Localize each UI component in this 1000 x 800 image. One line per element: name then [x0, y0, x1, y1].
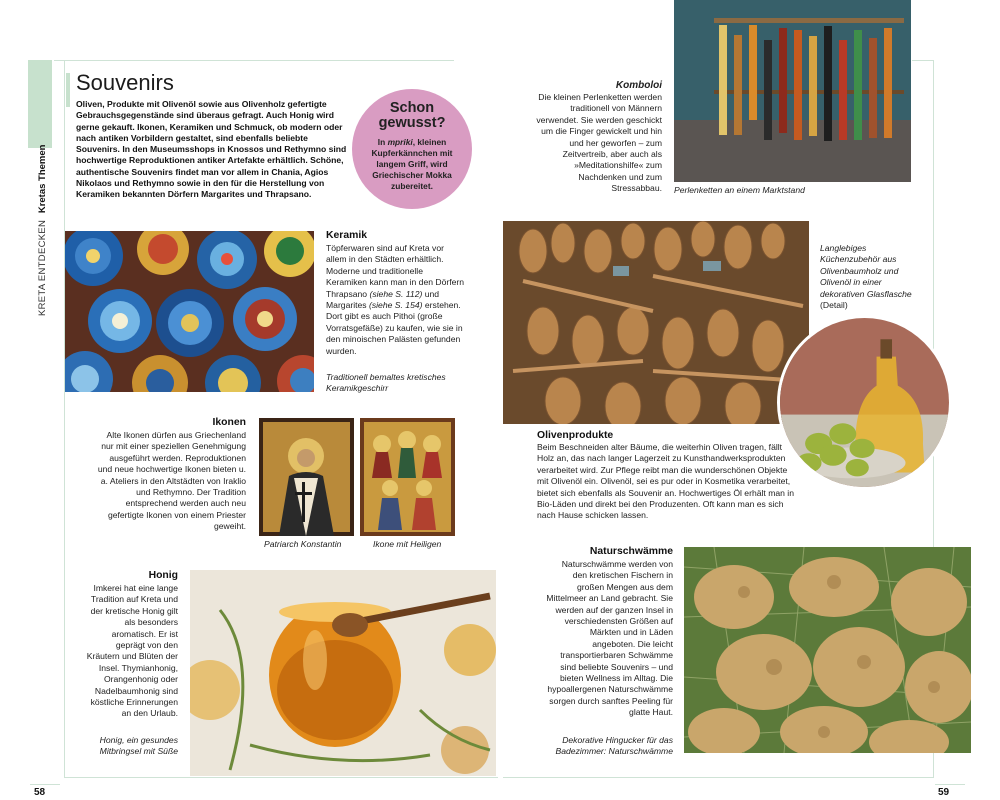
- oliven-heading: Olivenprodukte: [537, 430, 614, 441]
- honig-heading: Honig: [148, 570, 178, 581]
- side-section-label: KRETA ENTDECKEN: [37, 219, 48, 316]
- icon-caption-2: Ikone mit Heiligen: [373, 539, 442, 549]
- bubble-text-a: In: [377, 137, 388, 147]
- ceramics-image: [65, 231, 314, 392]
- natural-sponges-photo: [684, 547, 971, 753]
- schwaemme-caption: Dekorative Hingucker für das Badezimmer: Naturschwämme: [555, 735, 673, 757]
- right-footer-rule: [935, 784, 965, 785]
- page-number-left: 58: [34, 787, 46, 798]
- honig-caption: Honig, ein gesundes Mitbringsel mit Süße: [99, 735, 178, 757]
- keramik-text: [326, 243, 466, 357]
- keramik-text-1: Töpferwaren sind auf Kreta vor allem in den Städten erhältlich. Moderne und traditionelle Keramiken kann man in den Dörfern Thrapsano: [326, 243, 465, 299]
- wood-caption-text: Langlebiges Küchenzubehör aus Olivenbaumholz und Olivenöl in einer dekorativen Glasflasche: [820, 243, 912, 299]
- left-frame-top: [54, 60, 454, 61]
- schwaemme-text: Naturschwämme werden von den kretischen Fischern in großen Mengen aus dem Mittelmeer an Land gebracht. Sie werden auf der ganzen Insel in verschiedensten Größen auf Märkten und in Läden angeboten. Die leicht transportierbaren Schwämme sind beliebte Souvenirs – und bieten Wellness im Alltag. Die hypoallergenen Naturschwämme sorgen durch sanftes Peeling für glatte Haut.: [546, 559, 673, 718]
- title-accent-bar: [66, 73, 70, 107]
- wood-caption-tag: (Detail): [820, 300, 848, 311]
- icon-image-2: [360, 418, 455, 536]
- bubble-text-b: , kleinen Kupferkännchen mit langem Griff, wird Griechischer Mokka zubereitet.: [371, 137, 453, 191]
- ceramic-bowls-photo: [65, 231, 314, 392]
- keramik-text-3: erstehen. Dort gibt es auch Pithoi (große Vorratsgefäße) zu kaufen, wie sie in den minoischen Palästen gefunden wurden.: [326, 300, 463, 356]
- right-frame-bottom: [503, 777, 934, 778]
- keramik-heading: Keramik: [326, 230, 368, 241]
- honig-text: Imkerei hat eine lange Tradition auf Kreta und der kretische Honig gilt als besonders aromatisch. Er ist geprägt von den Kräutern und Blüten der Insel. Thymianhonig, Orangenhonig oder Nadelbaumhonig sind köstliche Erinnerungen an den Urlaub.: [86, 583, 178, 719]
- komboloi-heading: Komboloi: [615, 80, 662, 91]
- keramik-ref-2: (siehe S. 154): [368, 300, 423, 311]
- oil-image: [777, 315, 952, 490]
- bubble-text-italic: mpriki: [387, 137, 413, 147]
- bubble-heading: Schon gewusst?: [378, 100, 446, 131]
- page-title: Souvenirs: [76, 70, 174, 95]
- page-number-right: 59: [938, 787, 950, 798]
- bubble-text: [366, 137, 458, 192]
- left-frame-left: [64, 60, 65, 778]
- keramik-text-2: und Margarites: [326, 288, 440, 311]
- left-footer-rule: [30, 784, 60, 785]
- saints-icon-photo: [360, 418, 455, 536]
- oliven-text: Beim Beschneiden alter Bäume, die weiterhin Oliven tragen, fällt Holz an, das nach langer Lagerzeit zu Kunsthandwerksprodukten verarbeitet wird. Zur Pflege reibt man die wunderschönen Objekte mit Olivenöl ein. Olivenöl, sei es pur oder in Kosmetika verarbeitet, bietet sich ebenfalls als Souvenir an. Hochwertiges Öl erhält man in Bio-Läden und direkt bei den Produzenten. Oft kann man es sich nach Hause schicken lassen.: [537, 442, 794, 521]
- keramik-caption: Traditionell bemaltes kretisches Keramikgeschirr: [326, 372, 446, 394]
- ikonen-heading: Ikonen: [212, 417, 246, 428]
- olive-oil-bottle-photo: [780, 318, 949, 487]
- komboloi-beads-photo: [674, 0, 911, 182]
- ikonen-text: Alte Ikonen dürfen aus Griechenland nur mit einer speziellen Genehmigung ausgeführt werden. Reproduktionen und neue hochwertige Ikonen bieten u. a. Ateliers in den Altstädten von Iraklio und Rethymno. Der Tradition entsprechend werden auch neu gefertigte Ikonen von einem Priester geweiht.: [97, 430, 246, 532]
- sponges-image: [684, 547, 971, 753]
- side-theme-label: Kretas Themen: [37, 144, 48, 214]
- komboloi-text: Die kleinen Perlenketten werden traditionell von Männern verwendet. Sie werden geschickt um die Finger gewickelt und hin und her geworfen – zum Zeitvertreib, aber auch als »Meditationshilfe« zum Nachdenken und zum Stressabbau.: [536, 92, 662, 194]
- honey-jar-photo: [190, 570, 496, 776]
- keramik-ref-1: (siehe S. 112): [369, 288, 423, 299]
- intro-text: Oliven, Produkte mit Olivenöl sowie aus Olivenholz gefertigte Gebrauchsgegenstände sind überaus gefragt. Auch Honig wird gerne gekauft. Ikonen, Keramiken und Schmuck, ob modern oder nach antiken Vorbildern gestaltet, sind ebenfalls beliebte Souvenirs. In den Museumsshops in Knossos und Rethymno sind hochwertige Reproduktionen antiker Artefakte erhältlich. Schöne, authentische Souvenirs findet man vor allem in Chania, Agios Nikolaos und Rethymno sowie in den für die Herstellung von Keramiken bekannten Dörfern Margarites und Thrapsano.: [76, 99, 347, 200]
- info-bubble: [352, 89, 472, 209]
- patriarch-icon-photo: [259, 418, 354, 536]
- icon-image-1: [259, 418, 354, 536]
- wood-caption: [820, 243, 920, 311]
- right-frame-top: [912, 60, 934, 61]
- wood-image: [503, 221, 809, 424]
- left-frame-bottom: [64, 777, 498, 778]
- beads-image: [674, 0, 911, 182]
- honey-image: [190, 570, 496, 776]
- schwaemme-heading: Naturschwämme: [589, 546, 673, 557]
- olive-wood-utensils-photo: [503, 221, 809, 424]
- komboloi-caption: Perlenketten an einem Marktstand: [674, 185, 805, 195]
- icon-caption-1: Patriarch Konstantin: [264, 539, 342, 549]
- side-label: [37, 116, 51, 316]
